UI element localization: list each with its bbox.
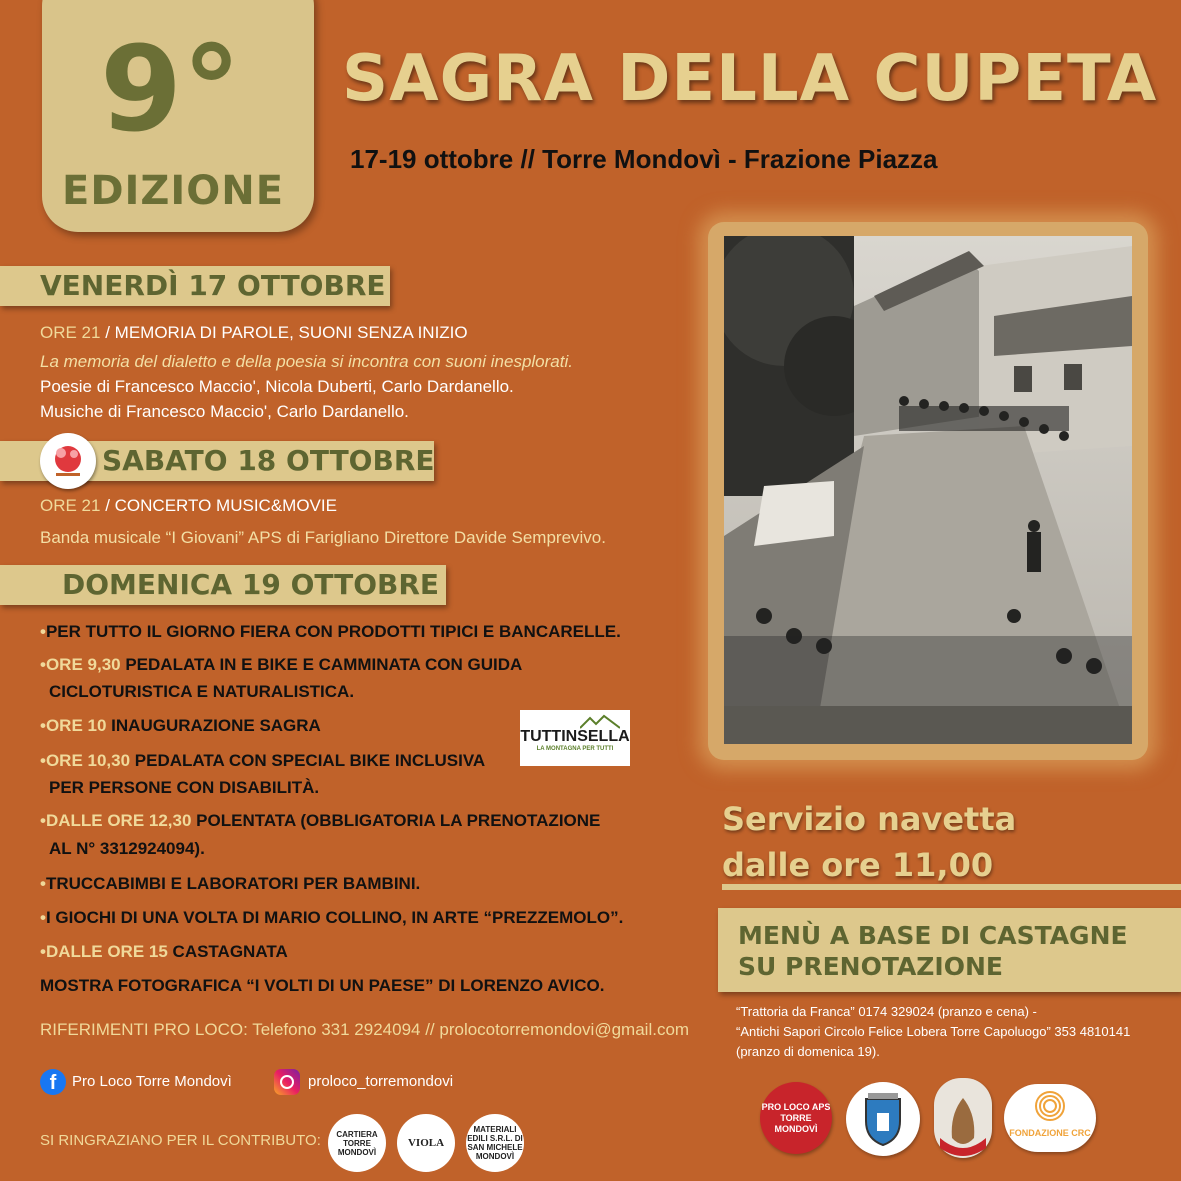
friday-time: ORE 21 [40, 323, 101, 342]
event-title: SAGRA DELLA CUPETA [342, 42, 1158, 116]
restaurant-note: (pranzo di domenica 19). [736, 1044, 880, 1059]
sunday-item-cont: PER PERSONE CON DISABILITÀ. [49, 778, 320, 797]
edition-label: EDIZIONE [62, 168, 285, 214]
divider [722, 884, 1181, 890]
facebook-icon: f [40, 1069, 66, 1095]
friday-event [40, 323, 468, 343]
saturday-band: Banda musicale “I Giovani” APS di Farigliano Direttore Davide Semprevivo. [40, 528, 606, 547]
instagram-link[interactable] [274, 1069, 453, 1095]
thanks-label: SI RINGRAZIANO PER IL CONTRIBUTO: [40, 1132, 321, 1149]
instagram-icon [274, 1069, 300, 1095]
tuttinsella-tagline: LA MONTAGNA PER TUTTI [536, 746, 614, 752]
sunday-item: •ORE 10,30 PEDALATA CON SPECIAL BIKE INCLUSIVA [40, 751, 486, 770]
fondazione-crc-logo [1004, 1084, 1096, 1152]
proloco-logo: PRO LOCO APS TORRE MONDOVÌ [760, 1082, 832, 1154]
friday-desc: La memoria del dialetto e della poesia si incontra con suoni inesplorati. [40, 352, 573, 371]
saturday-banner: SABATO 18 OTTOBRE [0, 441, 434, 481]
shuttle-line-1: Servizio navetta [722, 800, 1017, 838]
shuttle-service [722, 796, 1016, 888]
restaurant-1: “Trattoria da Franca” 0174 329024 (pranzo e cena) - [736, 1004, 1037, 1019]
menu-text [738, 920, 1128, 982]
sunday-item-cont: AL N° 3312924094). [49, 839, 205, 858]
sponsor-cartiera: CARTIERA TORRE MONDOVÌ [328, 1114, 386, 1172]
sunday-item: •PER TUTTO IL GIORNO FIERA CON PRODOTTI TIPICI E BANCARELLE. [40, 622, 621, 641]
saturday-event-title: / CONCERTO MUSIC&MOVIE [100, 496, 337, 515]
sponsor-materiali-edili: MATERIALI EDILI S.R.L. DI SAN MICHELE MONDOVÌ [466, 1114, 524, 1172]
restaurant-2: “Antichi Sapori Circolo Felice Lobera Torre Capoluogo” 353 4810141 [736, 1024, 1131, 1039]
municipality-crest [846, 1082, 920, 1156]
saturday-event [40, 496, 337, 516]
friday-poems: Poesie di Francesco Maccio', Nicola Duberti, Carlo Dardanello. [40, 377, 514, 396]
shuttle-line-2: dalle ore 11,00 [722, 846, 994, 884]
facebook-name: Pro Loco Torre Mondovì [72, 1072, 232, 1090]
saturday-time: ORE 21 [40, 496, 101, 515]
sunday-item: •DALLE ORE 15 CASTAGNATA [40, 942, 288, 961]
historic-photo [724, 236, 1132, 744]
sunday-banner: DOMENICA 19 OTTOBRE [0, 565, 446, 605]
music-movie-logo [40, 433, 96, 489]
event-subtitle: 17-19 ottobre // Torre Mondovì - Frazione Piazza [350, 144, 938, 174]
sponsor-viola: VIOLA [397, 1114, 455, 1172]
edition-number: 9° [100, 20, 242, 158]
friday-banner: VENERDÌ 17 OTTOBRE [0, 266, 390, 306]
friday-event-title: / MEMORIA DI PAROLE, SUONI SENZA INIZIO [100, 323, 468, 342]
sunday-item: •DALLE ORE 12,30 POLENTATA (OBBLIGATORIA LA PRENOTAZIONE [40, 811, 601, 830]
photo-exhibit: MOSTRA FOTOGRAFICA “I VOLTI DI UN PAESE” DI LORENZO AVICO. [40, 976, 605, 995]
sunday-item: •I GIOCHI DI UNA VOLTA DI MARIO COLLINO, IN ARTE “PREZZEMOLO”. [40, 908, 624, 927]
saint-medallion [934, 1078, 992, 1158]
proloco-contacts: RIFERIMENTI PRO LOCO: Telefono 331 2924094 // prolocotorremondovi@gmail.com [40, 1020, 690, 1039]
sunday-item: •ORE 9,30 PEDALATA IN E BIKE E CAMMINATA CON GUIDA [40, 655, 523, 674]
friday-music: Musiche di Francesco Maccio', Carlo Dardanello. [40, 402, 409, 421]
instagram-name: proloco_torremondovi [308, 1072, 454, 1090]
menu-line-1: MENÙ A BASE DI CASTAGNE [738, 921, 1128, 950]
tuttinsella-name: TUTTINSELLA [520, 728, 630, 745]
restaurant-references [736, 1002, 1130, 1062]
sunday-item-cont: CICLOTURISTICA E NATURALISTICA. [49, 682, 355, 701]
sunday-item: •ORE 10 INAUGURAZIONE SAGRA [40, 716, 321, 735]
facebook-link[interactable] [40, 1069, 232, 1095]
tuttinsella-logo [520, 710, 630, 766]
sunday-item: •TRUCCABIMBI E LABORATORI PER BAMBINI. [40, 874, 421, 893]
fondazione-crc-label: FONDAZIONE CRC [1009, 1128, 1091, 1138]
menu-line-2: SU PRENOTAZIONE [738, 952, 1003, 981]
